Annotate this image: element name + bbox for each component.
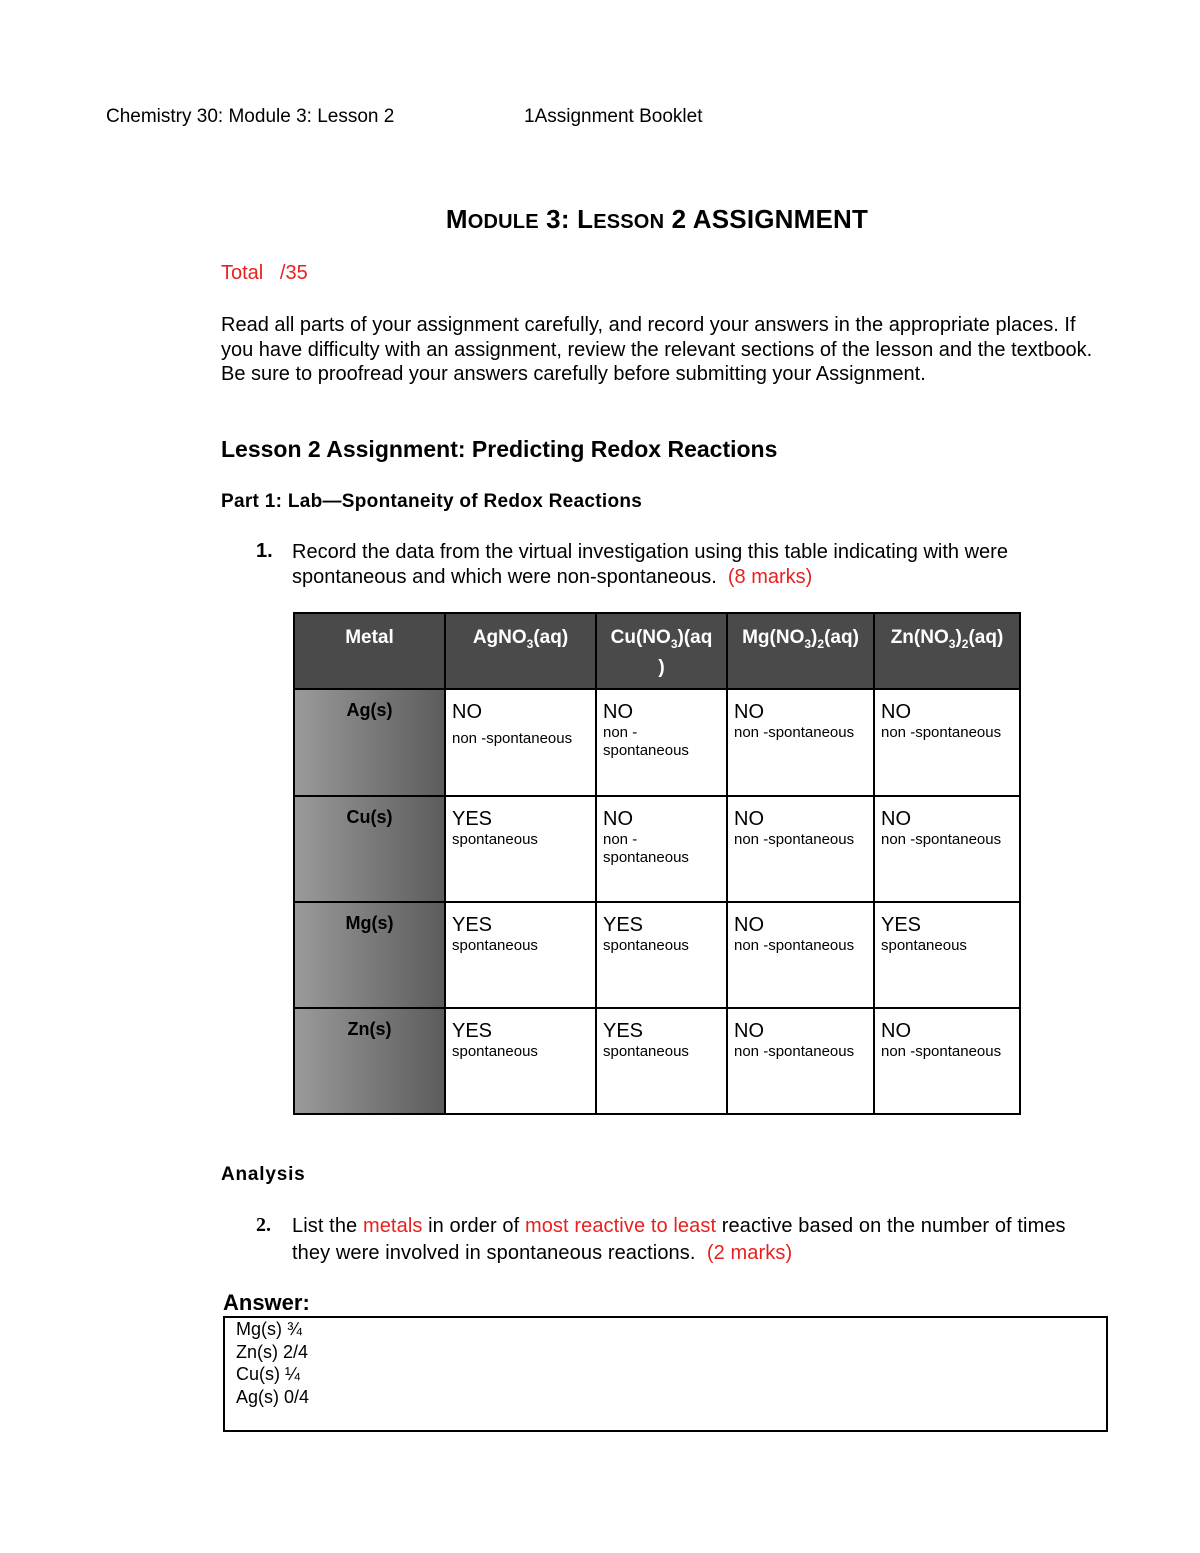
table-cell: YES spontaneous — [596, 1008, 727, 1114]
table-cell: NO non -spontaneous — [727, 796, 874, 902]
table-cell: YES spontaneous — [874, 902, 1020, 1008]
row-header-ag: Ag(s) — [294, 689, 445, 796]
table-cell: NO non -spontaneous — [727, 902, 874, 1008]
table-cell: NO non -spontaneous — [596, 796, 727, 902]
running-header-right: 1Assignment Booklet — [524, 106, 703, 127]
answer-line: Cu(s) ¼ — [236, 1364, 301, 1384]
table-cell: NO non -spontaneous — [727, 1008, 874, 1114]
table-row — [294, 796, 1020, 902]
spontaneity-table — [293, 612, 1021, 1115]
header-mgno3: $Mg(NO_3)_2(aq)$ — [727, 613, 874, 689]
table-cell: YES spontaneous — [445, 902, 596, 1008]
answer-line: Mg(s) ¾ — [236, 1319, 303, 1339]
question-2-marks: (2 marks) — [706, 1242, 793, 1264]
table-cell: NO non -spontaneous — [874, 1008, 1020, 1114]
question-1-marks: (8 marks) — [727, 565, 813, 588]
table-cell: NO non -spontaneous — [727, 689, 874, 796]
table-cell: YES spontaneous — [445, 1008, 596, 1114]
lesson-heading: Lesson 2 Assignment: Predicting Redox Reactions — [221, 436, 778, 462]
question-1-number: 1. — [256, 540, 273, 562]
answer-box[interactable] — [223, 1316, 1108, 1432]
question-1-prompt: Record the data from the virtual investigation using this table indicating with were spontaneous and which were non-spontaneous. — [292, 541, 1008, 588]
running-header-left: Chemistry 30: Module 3: Lesson 2 — [106, 106, 395, 127]
table-row — [294, 1008, 1020, 1114]
analysis-heading: Analysis — [221, 1164, 306, 1185]
header-metal: Metal — [294, 613, 445, 689]
header-znno3: $Zn(NO_3)_2(aq)$ — [874, 613, 1020, 689]
instructions-paragraph: Read all parts of your assignment carefully, and record your answers in the appropriate places. If you have difficulty with an assignment, review the relevant sections of the lesson and the textbook. Be sure to proofread your answers carefully before submitting your Assignment. — [221, 314, 1093, 385]
table-row — [294, 689, 1020, 796]
row-header-cu: Cu(s) — [294, 796, 445, 902]
table-cell: NO non -spontaneous — [445, 689, 596, 796]
header-agno3: AgNO$_3$(aq) — [445, 613, 596, 689]
total-marks: Total /35 — [221, 262, 308, 284]
row-header-mg: Mg(s) — [294, 902, 445, 1008]
table-cell: NO non -spontaneous — [874, 796, 1020, 902]
row-header-zn: Zn(s) — [294, 1008, 445, 1114]
table-cell: NO non -spontaneous — [874, 689, 1020, 796]
table-header-row — [294, 613, 1020, 689]
header-cuno3: $Cu(NO_3)(aq$ ) — [596, 613, 727, 689]
answer-line: Ag(s) 0/4 — [236, 1386, 310, 1407]
table-row — [294, 902, 1020, 1008]
table-cell: YES spontaneous — [445, 796, 596, 902]
part-heading: Part 1: Lab—Spontaneity of Redox Reactions — [221, 491, 643, 512]
table-cell: YES spontaneous — [596, 902, 727, 1008]
answer-line: Zn(s) 2/4 — [236, 1341, 309, 1362]
question-1-text — [292, 540, 1092, 589]
page-title: MODULE 3: LESSON 2 ASSIGNMENT — [445, 204, 869, 234]
answer-label: Answer: — [223, 1290, 310, 1315]
question-2-text: List the metals in order of most reactive to least reactive based on the number of times they were involved in spontaneous reactions. (2 marks) — [292, 1215, 1066, 1264]
table-cell: NO non -spontaneous — [596, 689, 727, 796]
question-2-number: 2. — [256, 1214, 271, 1236]
